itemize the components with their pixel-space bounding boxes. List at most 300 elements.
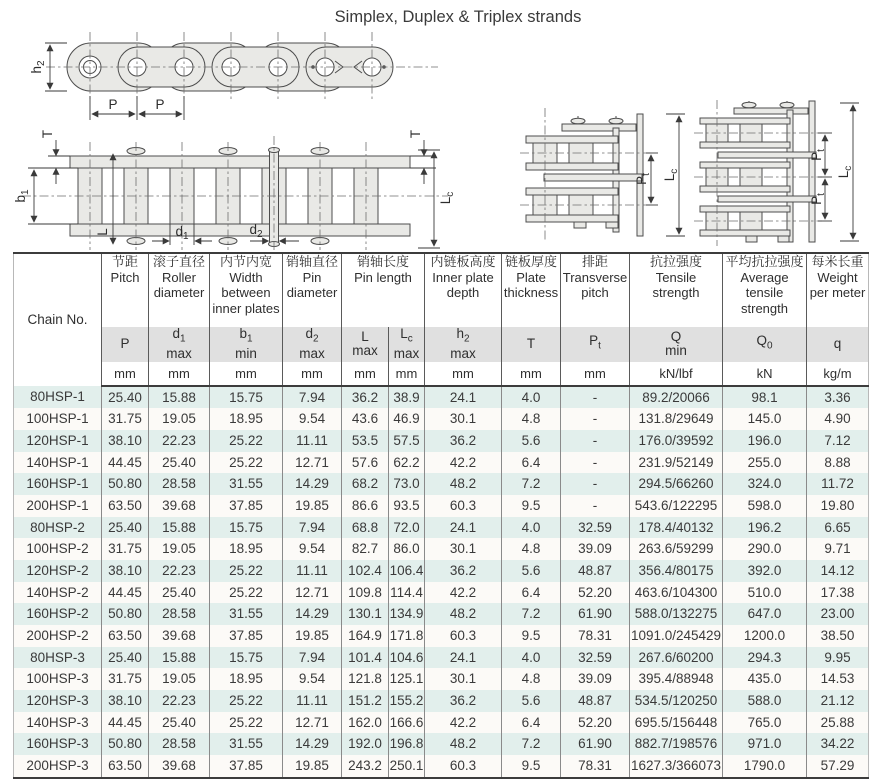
value-cell: 9.71 (807, 538, 869, 560)
column-header-cn: 销轴长度 (357, 254, 410, 269)
value-cell: 57.5 (389, 430, 425, 452)
value-cell: 598.0 (723, 495, 807, 517)
column-symbol: Q min (630, 327, 723, 362)
value-cell: 24.1 (425, 647, 502, 669)
value-cell: 98.1 (723, 386, 807, 409)
value-cell: 78.31 (561, 625, 630, 647)
value-cell: 19.05 (149, 408, 210, 430)
value-cell: 42.2 (425, 712, 502, 734)
value-cell: 25.88 (807, 712, 869, 734)
table-row (14, 625, 869, 647)
column-symbol: q (807, 327, 869, 362)
value-cell: 52.20 (561, 582, 630, 604)
value-cell: 15.88 (149, 517, 210, 539)
column-header-cn: 抗拉强度 (650, 254, 703, 269)
value-cell: 1200.0 (723, 625, 807, 647)
dim-label-l: L (95, 228, 110, 236)
value-cell: 15.88 (149, 647, 210, 669)
value-cell: 30.1 (425, 668, 502, 690)
value-cell: 25.40 (102, 517, 149, 539)
column-header-cn: 滚子直径 (152, 254, 205, 269)
chain-no-cell: 80HSP-2 (30, 519, 85, 535)
table-row (14, 712, 869, 734)
value-cell: 196.2 (723, 517, 807, 539)
column-unit: kN (723, 362, 807, 386)
value-cell: 22.23 (149, 430, 210, 452)
chain-no-cell: 80HSP-1 (30, 389, 85, 405)
column-symbol: $h_2$ max (425, 327, 502, 362)
value-cell: 44.45 (102, 452, 149, 474)
value-cell: 68.2 (342, 473, 389, 495)
value-cell: 24.1 (425, 386, 502, 409)
value-cell: 9.95 (807, 647, 869, 669)
chain-no-cell: 140HSP-2 (26, 584, 89, 600)
value-cell: 192.0 (342, 733, 389, 755)
value-cell: 18.95 (210, 408, 283, 430)
column-group-header (149, 253, 210, 327)
value-cell: 1790.0 (723, 755, 807, 778)
value-cell: 73.0 (389, 473, 425, 495)
table-row (14, 755, 869, 778)
value-cell: 647.0 (723, 603, 807, 625)
value-cell: 24.1 (425, 517, 502, 539)
value-cell: 42.2 (425, 582, 502, 604)
value-cell: 392.0 (723, 560, 807, 582)
value-cell: 9.54 (283, 668, 342, 690)
chain-side-view-diagram (18, 30, 448, 128)
value-cell: 89.2/20066 (630, 386, 723, 409)
column-group-header (102, 253, 149, 327)
value-cell: 11.72 (807, 473, 869, 495)
value-cell: - (561, 408, 630, 430)
column-unit: kg/m (807, 362, 869, 386)
column-symbol: T (502, 327, 561, 362)
dim-label-pt: $P_t$ (634, 173, 652, 185)
value-cell: 34.22 (807, 733, 869, 755)
value-cell: 25.40 (102, 647, 149, 669)
symbol-suffix: min (665, 343, 687, 359)
table-row (14, 647, 869, 669)
value-cell: 155.2 (389, 690, 425, 712)
value-cell: 9.54 (283, 408, 342, 430)
value-cell: 4.8 (502, 668, 561, 690)
value-cell: 36.2 (342, 386, 389, 409)
table-row (14, 430, 869, 452)
value-cell: 31.55 (210, 603, 283, 625)
value-cell: 9.5 (502, 495, 561, 517)
value-cell: 25.22 (210, 712, 283, 734)
value-cell: 106.4 (389, 560, 425, 582)
symbol-suffix: max (450, 346, 476, 362)
value-cell: 196.0 (723, 430, 807, 452)
chain-no-cell: 200HSP-3 (26, 757, 89, 773)
duplex-strand-diagram (518, 106, 688, 246)
value-cell: 37.85 (210, 755, 283, 778)
value-cell: 31.75 (102, 668, 149, 690)
value-cell: 9.5 (502, 755, 561, 778)
dim-label-d1: $d_1$ (175, 224, 189, 242)
column-header-en: Weight per meter (809, 269, 866, 300)
value-cell: 510.0 (723, 582, 807, 604)
value-cell: 57.6 (342, 452, 389, 474)
column-unit: mm (102, 362, 149, 386)
column-group-header (342, 253, 425, 327)
column-symbol: L max (342, 327, 389, 362)
column-unit: mm (389, 362, 425, 386)
value-cell: 57.29 (807, 755, 869, 778)
value-cell: 356.4/80175 (630, 560, 723, 582)
column-header-cn: 销轴直径 (285, 254, 338, 269)
column-group-header (425, 253, 502, 327)
column-header-cn: 平均抗拉强度 (725, 254, 804, 269)
value-cell: 12.71 (283, 582, 342, 604)
value-cell: 4.0 (502, 517, 561, 539)
value-cell: 166.6 (389, 712, 425, 734)
value-cell: 50.80 (102, 473, 149, 495)
value-cell: 6.4 (502, 452, 561, 474)
value-cell: 263.6/59299 (630, 538, 723, 560)
column-group-header (210, 253, 283, 327)
chain-no-cell: 140HSP-3 (26, 714, 89, 730)
column-group-header (807, 253, 869, 327)
value-cell: - (561, 473, 630, 495)
value-cell: 145.0 (723, 408, 807, 430)
value-cell: 19.85 (283, 755, 342, 778)
column-unit: mm (561, 362, 630, 386)
value-cell: 14.29 (283, 733, 342, 755)
value-cell: 25.40 (149, 582, 210, 604)
symbol-suffix: max (352, 343, 378, 359)
table-row (14, 668, 869, 690)
value-cell: - (561, 495, 630, 517)
value-cell: 60.3 (425, 755, 502, 778)
value-cell: 109.8 (342, 582, 389, 604)
column-symbol: $b_1$ min (210, 327, 283, 362)
dim-label-lc: $L_c$ (662, 168, 680, 182)
value-cell: 19.85 (283, 625, 342, 647)
duplex-links (526, 114, 643, 236)
value-cell: 25.22 (210, 582, 283, 604)
value-cell: 32.59 (561, 647, 630, 669)
dim-label-b1: $b_1$ (13, 189, 31, 203)
value-cell: 971.0 (723, 733, 807, 755)
value-cell: 82.7 (342, 538, 389, 560)
value-cell: 131.8/29649 (630, 408, 723, 430)
value-cell: 125.1 (389, 668, 425, 690)
value-cell: 5.6 (502, 430, 561, 452)
value-cell: 121.8 (342, 668, 389, 690)
chain-no-cell: 120HSP-1 (26, 433, 89, 448)
value-cell: 765.0 (723, 712, 807, 734)
value-cell: 435.0 (723, 668, 807, 690)
value-cell: 5.6 (502, 690, 561, 712)
value-cell: 25.22 (210, 560, 283, 582)
value-cell: 28.58 (149, 733, 210, 755)
dim-label-t-right: T (408, 129, 423, 139)
column-header-en: Inner plate depth (432, 269, 494, 300)
chain-plates (70, 148, 410, 247)
column-unit: mm (149, 362, 210, 386)
value-cell: 7.94 (283, 647, 342, 669)
value-cell: 9.54 (283, 538, 342, 560)
value-cell: 1091.0/245429 (630, 625, 723, 647)
column-symbol: $d_1$ max (149, 327, 210, 362)
chain-no-cell: 140HSP-1 (26, 454, 89, 470)
value-cell: 48.2 (425, 473, 502, 495)
value-cell: 50.80 (102, 733, 149, 755)
value-cell: 7.12 (807, 430, 869, 452)
column-group-header (723, 253, 807, 327)
dim-label-pt2: $P_t$ (809, 193, 827, 205)
value-cell: 32.59 (561, 517, 630, 539)
value-cell: 4.0 (502, 386, 561, 409)
dim-label-pitch-2: P (155, 97, 165, 112)
table-row (14, 495, 869, 517)
value-cell: 31.75 (102, 538, 149, 560)
dim-label-lc: $L_c$ (438, 191, 456, 205)
symbol-suffix: max (166, 346, 192, 362)
value-cell: 130.1 (342, 603, 389, 625)
value-cell: 15.75 (210, 386, 283, 409)
value-cell: 19.05 (149, 668, 210, 690)
column-header-en: Plate thickness (503, 269, 559, 300)
column-header-en: Width between inner plates (212, 269, 280, 316)
symbol-suffix: min (235, 346, 257, 362)
column-header-en: Pin length (354, 269, 412, 285)
value-cell: 104.6 (389, 647, 425, 669)
value-cell: 39.09 (561, 668, 630, 690)
value-cell: 38.9 (389, 386, 425, 409)
column-header-cn: 每米长重 (811, 254, 864, 269)
chain-no-cell: 200HSP-1 (26, 497, 89, 513)
value-cell: 25.22 (210, 430, 283, 452)
value-cell: 324.0 (723, 473, 807, 495)
value-cell: 30.1 (425, 408, 502, 430)
value-cell: 23.00 (807, 603, 869, 625)
dim-label-lc: $L_c$ (836, 165, 854, 179)
value-cell: 39.68 (149, 755, 210, 778)
value-cell: 102.4 (342, 560, 389, 582)
value-cell: 11.11 (283, 560, 342, 582)
value-cell: 18.95 (210, 668, 283, 690)
column-header-cn: 链板厚度 (505, 254, 558, 269)
value-cell: 39.68 (149, 625, 210, 647)
value-cell: 42.2 (425, 452, 502, 474)
spec-table (13, 252, 869, 779)
value-cell: 61.90 (561, 733, 630, 755)
value-cell: 63.50 (102, 625, 149, 647)
column-header-cn: 内链板高度 (430, 254, 496, 269)
value-cell: 86.6 (342, 495, 389, 517)
value-cell: 63.50 (102, 495, 149, 517)
value-cell: 395.4/88948 (630, 668, 723, 690)
column-header-en: Roller diameter (153, 269, 205, 300)
column-header-cn: 排距 (582, 254, 609, 269)
value-cell: 86.0 (389, 538, 425, 560)
column-header-en: Pitch (110, 269, 140, 285)
dim-label-t-left: T (40, 129, 55, 139)
value-cell: 44.45 (102, 582, 149, 604)
value-cell: 36.2 (425, 690, 502, 712)
column-header-cn: 节距 (111, 254, 138, 269)
table-body (14, 386, 869, 778)
value-cell: 53.5 (342, 430, 389, 452)
value-cell: 12.71 (283, 712, 342, 734)
value-cell: 25.22 (210, 452, 283, 474)
chain-no-cell: 120HSP-3 (26, 692, 89, 708)
table-row (14, 733, 869, 755)
value-cell: 7.2 (502, 473, 561, 495)
value-cell: 196.8 (389, 733, 425, 755)
value-cell: 267.6/60200 (630, 647, 723, 669)
value-cell: 60.3 (425, 495, 502, 517)
value-cell: 22.23 (149, 560, 210, 582)
page-title: Simplex, Duplex & Triplex strands (334, 8, 582, 26)
value-cell: 171.8 (389, 625, 425, 647)
value-cell: 14.12 (807, 560, 869, 582)
value-cell: 588.0/132275 (630, 603, 723, 625)
value-cell: 9.5 (502, 625, 561, 647)
value-cell: 294.3 (723, 647, 807, 669)
column-unit: mm (342, 362, 389, 386)
value-cell: 231.9/52149 (630, 452, 723, 474)
chain-no-cell: 80HSP-3 (30, 649, 85, 665)
column-group-header (502, 253, 561, 327)
value-cell: 22.23 (149, 690, 210, 712)
column-symbol: $P_t$ (561, 327, 630, 362)
value-cell: 25.40 (149, 452, 210, 474)
value-cell: 4.8 (502, 538, 561, 560)
table-row (14, 603, 869, 625)
table-row (14, 408, 869, 430)
value-cell: 50.80 (102, 603, 149, 625)
column-symbol: $d_2$ max (283, 327, 342, 362)
value-cell: 14.29 (283, 473, 342, 495)
value-cell: 134.9 (389, 603, 425, 625)
dim-label-pitch-1: P (108, 97, 118, 112)
triplex-strand-diagram (692, 98, 877, 250)
value-cell: 48.87 (561, 560, 630, 582)
column-header-en: Average tensile strength (740, 269, 789, 316)
chain-no-cell: 160HSP-1 (26, 476, 89, 492)
value-cell: 31.55 (210, 733, 283, 755)
value-cell: 38.10 (102, 560, 149, 582)
column-header-en: Tensile strength (652, 269, 700, 300)
value-cell: 5.6 (502, 560, 561, 582)
column-group-header (283, 253, 342, 327)
dim-label-pt1: $P_t$ (809, 149, 827, 161)
value-cell: 31.55 (210, 473, 283, 495)
value-cell: 31.75 (102, 408, 149, 430)
value-cell: - (561, 452, 630, 474)
value-cell: 93.5 (389, 495, 425, 517)
column-unit: mm (425, 362, 502, 386)
value-cell: 36.2 (425, 430, 502, 452)
value-cell: 882.7/198576 (630, 733, 723, 755)
value-cell: 543.6/122295 (630, 495, 723, 517)
value-cell: 17.38 (807, 582, 869, 604)
value-cell: 114.4 (389, 582, 425, 604)
table-row (14, 582, 869, 604)
value-cell: 44.45 (102, 712, 149, 734)
chain-no-cell: 100HSP-3 (26, 671, 89, 687)
value-cell: 101.4 (342, 647, 389, 669)
value-cell: 48.2 (425, 603, 502, 625)
value-cell: 7.2 (502, 603, 561, 625)
value-cell: 60.3 (425, 625, 502, 647)
column-header-en: Transverse pitch (562, 269, 628, 300)
column-unit: mm (210, 362, 283, 386)
value-cell: 14.29 (283, 603, 342, 625)
table-row (14, 452, 869, 474)
table-row (14, 538, 869, 560)
column-symbol: $Q_0$ (723, 327, 807, 362)
value-cell: 37.85 (210, 625, 283, 647)
value-cell: 46.9 (389, 408, 425, 430)
value-cell: 62.2 (389, 452, 425, 474)
table-row (14, 517, 869, 539)
dimensions (809, 103, 859, 241)
dim-label-d2: $d_2$ (249, 222, 263, 240)
value-cell: - (561, 430, 630, 452)
value-cell: 588.0 (723, 690, 807, 712)
value-cell: 255.0 (723, 452, 807, 474)
chain-no-cell: 100HSP-2 (26, 541, 89, 557)
chain-no-cell: 160HSP-3 (26, 736, 89, 752)
value-cell: 61.90 (561, 603, 630, 625)
table-row (14, 560, 869, 582)
value-cell: 25.40 (102, 386, 149, 409)
value-cell: 294.5/66260 (630, 473, 723, 495)
value-cell: 12.71 (283, 452, 342, 474)
value-cell: 39.68 (149, 495, 210, 517)
column-symbol: $L_c$ max (389, 327, 425, 362)
value-cell: 48.87 (561, 690, 630, 712)
column-unit: kN/lbf (630, 362, 723, 386)
column-group-header (630, 253, 723, 327)
column-group-header (561, 253, 630, 327)
dim-label-h2: $h_2$ (29, 60, 47, 74)
value-cell: 18.95 (210, 538, 283, 560)
value-cell: 30.1 (425, 538, 502, 560)
value-cell: 290.0 (723, 538, 807, 560)
chain-no-cell: 100HSP-1 (26, 411, 89, 427)
value-cell: 37.85 (210, 495, 283, 517)
column-unit: mm (283, 362, 342, 386)
column-header-en: Pin diameter (286, 269, 338, 300)
value-cell: 15.88 (149, 386, 210, 409)
value-cell: 19.05 (149, 538, 210, 560)
symbol-suffix: max (393, 346, 420, 362)
value-cell: 178.4/40132 (630, 517, 723, 539)
value-cell: 39.09 (561, 538, 630, 560)
chain-plan-view-diagram (10, 118, 455, 250)
value-cell: 3.36 (807, 386, 869, 409)
value-cell: 38.10 (102, 690, 149, 712)
value-cell: 72.0 (389, 517, 425, 539)
value-cell: 6.65 (807, 517, 869, 539)
table-row (14, 690, 869, 712)
column-symbol: P (102, 327, 149, 362)
chain-no-header: Chain No. (27, 312, 88, 328)
chain-no-cell: 200HSP-2 (26, 627, 89, 643)
column-header-cn: 内节内宽 (219, 254, 272, 269)
value-cell: 28.58 (149, 603, 210, 625)
value-cell: 52.20 (561, 712, 630, 734)
value-cell: 43.6 (342, 408, 389, 430)
value-cell: 7.94 (283, 386, 342, 409)
table-row (14, 386, 869, 409)
